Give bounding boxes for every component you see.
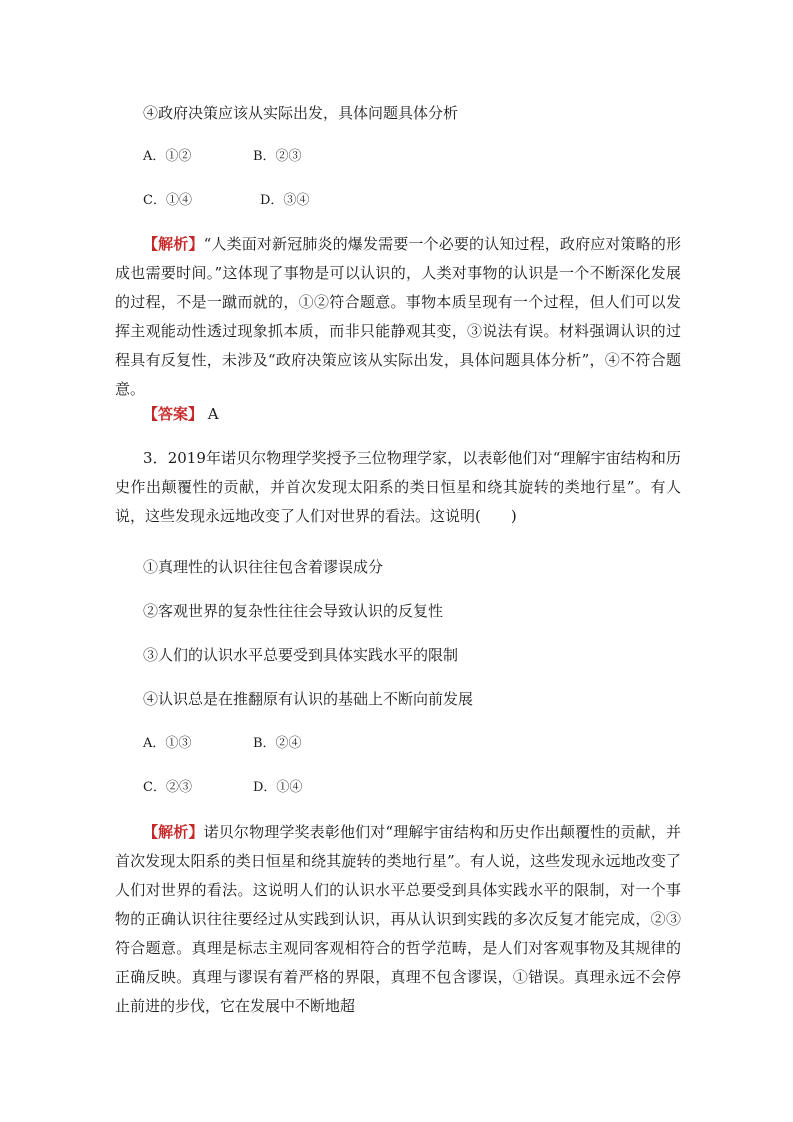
q3-analysis-text: 诺贝尔物理学奖表彰他们对“理解宇宙结构和历史作出颠覆性的贡献，并首次发现太阳系的类日恒星和绕其旋转的类地行星”。有人说，这些发现永远地改变了人们对世界的看法。这说明人们的认识水平总要受到具体实践水平的限制，对一个事物的正确认识往往要经过从实践到认识，再从认识到实践的多次反复才能完成，②③符合题意。真理是标志主观同客观相符合的哲学范畴，是人们对客观事物及其规律的正确反映。真理与谬误有着严格的界限，真理不包含谬误，①错误。真理永远不会停止前进的步伐，它在发展中不断地超 — [115, 823, 681, 1015]
q3-analysis — [115, 818, 681, 1021]
q2-analysis-label: 【解析】 — [143, 235, 204, 253]
q2-choice-a: A．①② — [143, 149, 192, 164]
q3-choice-a: A．①③ — [143, 736, 192, 751]
q3-stem — [115, 444, 681, 531]
q3-stem-text: 3．2019年诺贝尔物理学奖授予三位物理学家，以表彰他们对“理解宇宙结构和历史作出颠覆性的贡献，并首次发现太阳系的类日恒星和绕其旋转的类地行星”。有人说，这些发现永远地改变了人们对世界的看法。这说明( ) — [115, 449, 681, 525]
q2-analysis — [115, 230, 681, 404]
q3-statement-1: ①真理性的认识往往包含着谬误成分 — [143, 558, 384, 576]
q2-choice-d: D．③④ — [260, 193, 310, 208]
q3-choice-c: C．②③ — [143, 780, 192, 795]
q2-answer-label: 【答案】 — [143, 405, 204, 423]
q2-analysis-text: “人类面对新冠肺炎的爆发需要一个必要的认知过程，政府应对策略的形成也需要时间。”这体现了事物是可以认识的，人类对事物的认识是一个不断深化发展的过程，不是一蹴而就的，①②符合题意。事物本质呈现有一个过程，但人们可以发挥主观能动性透过现象抓本质，而非只能静观其变，③说法有误。材料强调认识的过程具有反复性，未涉及“政府决策应该从实际出发，具体问题具体分析”，④不符合题意。 — [115, 235, 681, 398]
q2-choice-c: C．①④ — [143, 193, 192, 208]
q2-choice-b: B．②③ — [253, 149, 302, 164]
q2-statement-4: ④政府决策应该从实际出发，具体问题具体分析 — [143, 104, 459, 122]
q3-choice-b: B．②④ — [253, 736, 302, 751]
q3-statement-3: ③人们的认识水平总要受到具体实践水平的限制 — [143, 646, 459, 664]
q2-answer-value: A — [207, 405, 219, 423]
q3-choice-d: D．①④ — [253, 780, 303, 795]
q2-answer — [143, 404, 219, 424]
q3-statement-4: ④认识总是在推翻原有认识的基础上不断向前发展 — [143, 690, 474, 708]
q3-statement-2: ②客观世界的复杂性往往会导致认识的反复性 — [143, 602, 444, 620]
q3-analysis-label: 【解析】 — [143, 823, 204, 841]
